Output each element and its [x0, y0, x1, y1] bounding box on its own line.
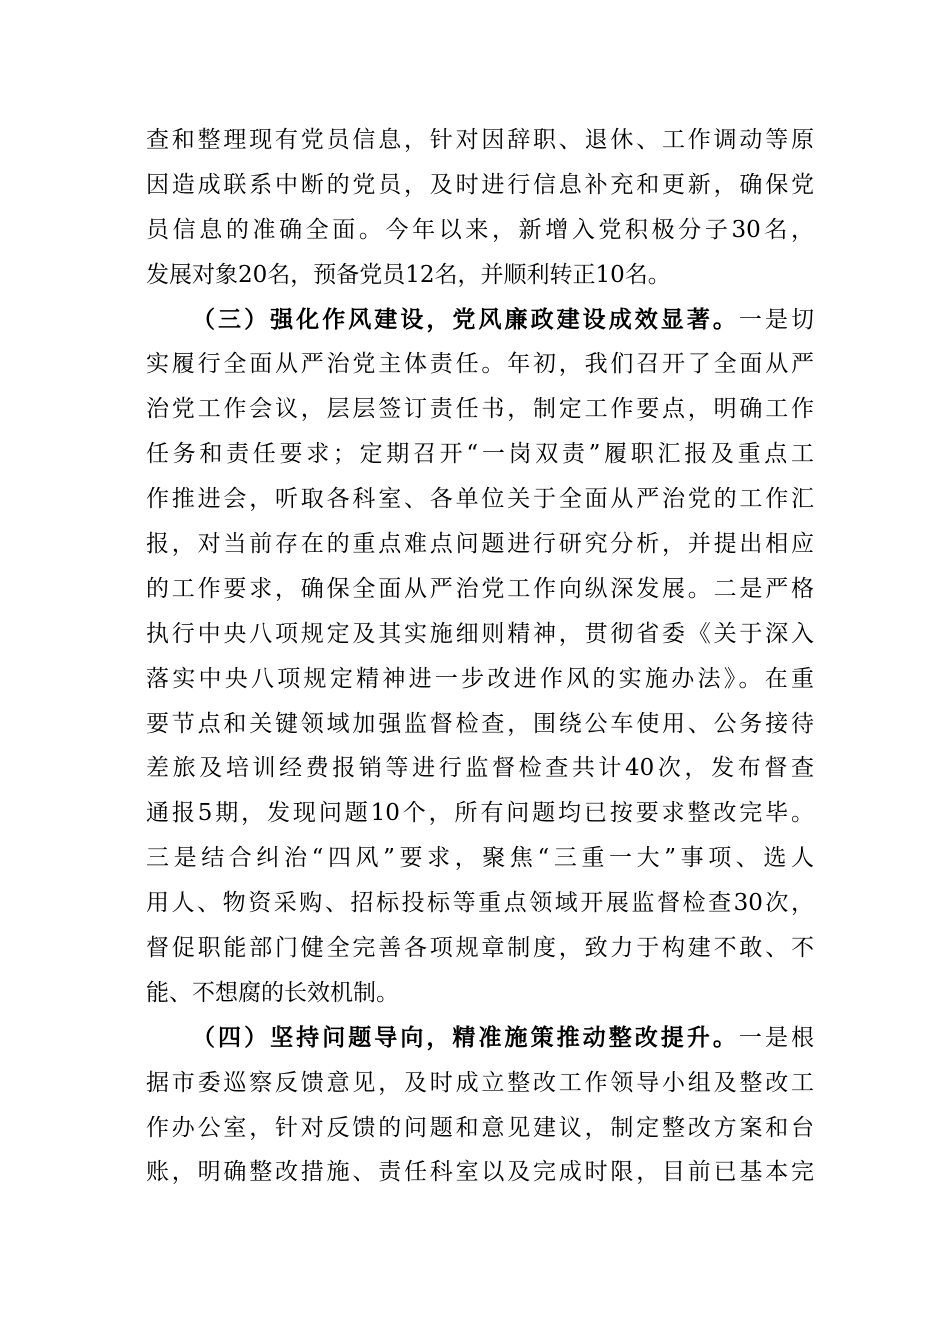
- text-line: 落实中央八项规定精神进一步改进作风的实施办法》。在重: [146, 665, 814, 692]
- text-line: 能、不想腐的长效机制。: [146, 979, 399, 1006]
- text-line: 的工作要求，确保全面从严治党工作向纵深发展。二是严格: [146, 575, 814, 602]
- section-4-first-line: [146, 1016, 814, 1061]
- text-line: 要节点和关键领域加强监督检查，围绕公车使用、公务接待: [146, 710, 814, 737]
- section-4-heading: （四）坚持问题导向，精准施策推动整改提升。: [192, 1023, 739, 1051]
- text-run: 一是根: [738, 1024, 815, 1051]
- text-line: 员信息的准确全面。今年以来，新增入党积极分子30名，: [146, 216, 814, 243]
- text-line: 任务和责任要求；定期召开“一岗双责”履职汇报及重点工: [146, 441, 814, 468]
- text-line: 发展对象20名，预备党员12名，并顺利转正10名。: [146, 261, 671, 288]
- text-line: 用人、物资采购、招标投标等重点领域开展监督检查30次，: [146, 890, 814, 917]
- section-3-first-line: [146, 298, 814, 343]
- text-line: 治党工作会议，层层签订责任书，制定工作要点，明确工作: [146, 396, 814, 423]
- text-line: 督促职能部门健全完善各项规章制度，致力于构建不敢、不: [146, 935, 814, 962]
- text-line: 作办公室，针对反馈的问题和意见建议，制定整改方案和台: [146, 1114, 814, 1141]
- text-line: 据市委巡察反馈意见，及时成立整改工作领导小组及整改工: [146, 1069, 814, 1096]
- text-line: 作推进会，听取各科室、各单位关于全面从严治党的工作汇: [146, 486, 814, 513]
- paragraph-section-4: [146, 1016, 814, 1196]
- text-line: 实履行全面从严治党主体责任。年初，我们召开了全面从严: [146, 351, 814, 378]
- text-line: 报，对当前存在的重点难点问题进行研究分析，并提出相应: [146, 531, 814, 558]
- text-line: 三是结合纠治“四风”要求，聚焦“三重一大”事项、选人: [146, 845, 814, 872]
- text-line: 通报5期，发现问题10个，所有问题均已按要求整改完毕。: [146, 800, 814, 827]
- text-line: 查和整理现有党员信息，针对因辞职、退休、工作调动等原: [146, 127, 814, 153]
- text-line: 因造成联系中断的党员，及时进行信息补充和更新，确保党: [146, 171, 814, 198]
- document-body: [146, 118, 814, 1195]
- paragraph-section-3: [146, 298, 814, 1016]
- text-line: 执行中央八项规定及其实施细则精神，贯彻省委《关于深入: [146, 620, 814, 647]
- text-line: 账，明确整改措施、责任科室以及完成时限，目前已基本完: [146, 1159, 814, 1186]
- paragraph-party-member-info: [146, 118, 814, 298]
- text-run: 一是切: [738, 306, 815, 333]
- text-line: 差旅及培训经费报销等进行监督检查共计40次，发布督查: [146, 755, 814, 782]
- section-3-heading: （三）强化作风建设，党风廉政建设成效显著。: [192, 305, 739, 333]
